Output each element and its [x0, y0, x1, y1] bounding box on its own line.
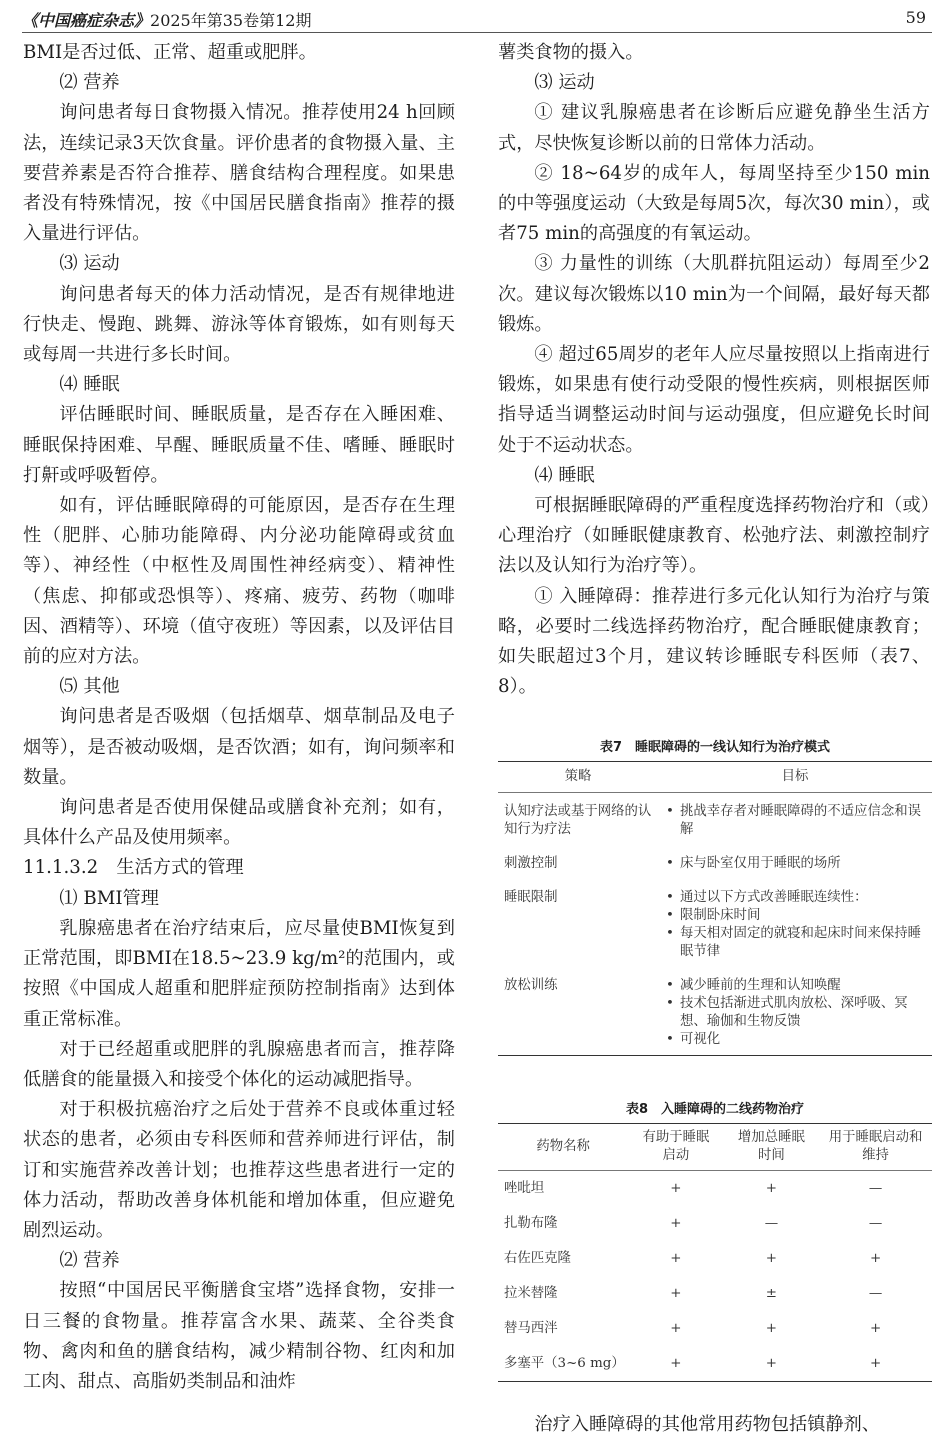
goal-item: • 通过以下方式改善睡眠连续性：: [680, 889, 928, 907]
table-8-row: [498, 1311, 932, 1346]
goal-cell: [658, 879, 932, 967]
drug-name-cell: 替马西泮: [504, 1321, 558, 1336]
paragraph: 按照“中国居民平衡膳食宝塔”选择食物，安排一日三餐的食物量。推荐富含水果、蔬菜、全谷类食物、禽肉和鱼的膳食结构，减少精制谷物、红肉和加工肉、甜点、高脂奶类制品和油炸: [23, 1280, 455, 1392]
strategy-cell: 认知疗法或基于网络的认知行为疗法: [504, 804, 652, 837]
running-header: [22, 6, 932, 33]
table-7-row: [498, 793, 932, 846]
table-8-row: [498, 1171, 932, 1207]
drug-name-cell: 拉米替隆: [504, 1286, 558, 1301]
strategy-cell: 刺激控制: [504, 856, 558, 871]
goal-item: • 技术包括渐进式肌肉放松、深呼吸、冥想、瑜伽和生物反馈: [680, 995, 928, 1031]
goal-item: • 床与卧室仅用于睡眠的场所: [680, 855, 928, 873]
subsection-heading: ⑶ 运动: [59, 253, 120, 275]
paragraph: 对于已经超重或肥胖的乳腺癌患者而言，推荐降低膳食的能量摄入和接受个体化的运动减肥指导。: [23, 1038, 455, 1090]
right-column: [498, 38, 930, 702]
subsection-heading: ⑴ BMI管理: [59, 887, 159, 909]
table-8-row: [498, 1206, 932, 1241]
goal-item: • 可视化: [680, 1031, 928, 1049]
total-sleep-cell: +: [765, 1181, 777, 1196]
onset-cell: +: [670, 1216, 682, 1231]
table-8-row: [498, 1276, 932, 1311]
goal-list: [664, 889, 928, 961]
goal-list: [664, 855, 928, 873]
subsection-heading: ⑷ 睡眠: [534, 464, 595, 486]
goal-cell: [658, 845, 932, 879]
goal-item: • 减少睡前的生理和认知唤醒: [680, 977, 928, 995]
paragraph: 薯类食物的摄入。: [498, 42, 644, 63]
table-7: [498, 736, 932, 1056]
paragraph: 询问患者每日食物摄入情况。推荐使用24 h回顾法，连续记录3天饮食量。评价患者的食物摄入量、主要营养素是否符合推荐、膳食结构合理程度。如果患者没有特殊情况，按《中国居民膳食指南》推荐的摄入量进行评估。: [23, 102, 455, 245]
goal-cell: [658, 967, 932, 1056]
goal-list: [664, 977, 928, 1049]
goal-item: • 挑战幸存者对睡眠障碍的不适应信念和误解: [680, 803, 928, 839]
onset-cell: +: [670, 1181, 682, 1196]
table-8-header-row: [498, 1124, 932, 1171]
strategy-cell: 睡眠限制: [504, 890, 558, 905]
onset-cell: +: [670, 1286, 682, 1301]
table-8-row: [498, 1346, 932, 1382]
section-heading: 11.1.3.2 生活方式的管理: [23, 857, 244, 879]
onset-cell: +: [670, 1321, 682, 1336]
maintenance-cell: +: [869, 1356, 882, 1371]
maintenance-cell: —: [868, 1181, 883, 1196]
paragraph: 乳腺癌患者在治疗结束后，应尽量使BMI恢复到正常范围，即BMI在18.5~23.9 kg/m²的范围内，或按照《中国成人超重和肥胖症预防控制指南》达到体重正常标准。: [23, 917, 455, 1030]
subsection-heading: ⑵ 营养: [59, 1250, 120, 1272]
page-number: 59: [905, 8, 926, 27]
goal-item: • 每天相对固定的就寝和起床时间来保持睡眠节律: [680, 925, 928, 961]
paragraph: 评估睡眠时间、睡眠质量，是否存在入睡困难、睡眠保持困难、早醒、睡眠质量不佳、嗜睡、睡眠时打鼾或呼吸暂停。: [23, 404, 455, 486]
subsection-heading: ⑸ 其他: [59, 676, 120, 698]
paragraph: 询问患者是否吸烟（包括烟草、烟草制品及电子烟等），是否被动吸烟，是否饮酒；如有，询问频率和数量。: [23, 706, 455, 788]
drug-name-cell: 右佐匹克隆: [504, 1251, 571, 1266]
left-column: [23, 38, 455, 1397]
total-sleep-cell: +: [765, 1321, 777, 1336]
paragraph: 如有，评估睡眠障碍的可能原因，是否存在生理性（肥胖、心肺功能障碍、内分泌功能障碍或贫血等）、神经性（中枢性及周围性神经病变）、精神性（焦虑、抑郁或恐惧等）、疼痛、疲劳、药物（咖啡因、酒精等）、环境（值守夜班）等因素，以及评估目前的应对方法。: [23, 495, 455, 668]
issue-info: 2025年第35卷第12期: [150, 11, 312, 30]
paragraph: 询问患者每天的体力活动情况，是否有规律地进行快走、慢跑、跳舞、游泳等体育锻炼，如有则每天或每周一共进行多长时间。: [23, 283, 455, 366]
table-8-header-drug: 药物名称: [498, 1124, 628, 1171]
goal-item: • 限制卧床时间: [680, 907, 928, 925]
drug-name-cell: 扎勒布隆: [504, 1216, 558, 1231]
total-sleep-cell: +: [765, 1251, 777, 1266]
table-8-row: [498, 1241, 932, 1276]
total-sleep-cell: ±: [765, 1286, 777, 1301]
maintenance-cell: —: [868, 1216, 883, 1231]
subsection-heading: ⑷ 睡眠: [59, 374, 120, 396]
paragraph: 对于积极抗癌治疗之后处于营养不良或体重过轻状态的患者，必须由专科医师和营养师进行评估，制订和实施营养改善计划；也推荐这些患者进行一定的体力活动，帮助改善身体机能和增加体重，但应避免剧烈运动。: [23, 1099, 455, 1241]
table-7-header-row: [498, 762, 932, 793]
table-8-header-maintain: 用于睡眠启动和维持: [819, 1124, 932, 1171]
maintenance-cell: +: [869, 1251, 882, 1266]
paragraph: ③ 力量性的训练（大肌群抗阻运动）每周至少2次。建议每次锻炼以10 min为一个间隔，最好每天都锻炼。: [498, 253, 930, 335]
table-7-row: [498, 845, 932, 879]
table-8: [498, 1098, 932, 1382]
total-sleep-cell: —: [764, 1216, 779, 1231]
table-7-title: 表7 睡眠障碍的一线认知行为治疗模式: [599, 740, 831, 755]
table-8-title: 表8 入睡障碍的二线药物治疗: [625, 1102, 805, 1117]
maintenance-cell: —: [868, 1286, 883, 1301]
table-7-grid: [498, 761, 932, 1056]
goal-list: [664, 803, 928, 839]
onset-cell: +: [670, 1251, 682, 1266]
total-sleep-cell: +: [765, 1356, 777, 1371]
maintenance-cell: +: [869, 1321, 882, 1336]
drug-name-cell: 唑吡坦: [504, 1181, 545, 1196]
table-8-header-onset: 有助于睡眠启动: [628, 1124, 723, 1171]
subsection-heading: ⑶ 运动: [534, 72, 595, 94]
paragraph: BMI是否过低、正常、超重或肥胖。: [23, 42, 317, 63]
paragraph: ② 18~64岁的成年人，每周坚持至少150 min的中等强度运动（大致是每周5次，每次30 min），或者75 min的高强度的有氧运动。: [498, 162, 930, 245]
table-8-grid: [498, 1123, 932, 1382]
paragraph: ④ 超过65周岁的老年人应尽量按照以上指南进行锻炼，如果患有使行动受限的慢性疾病，则根据医师指导适当调整运动时间与运动强度，但应避免长时间处于不运动状态。: [498, 344, 930, 456]
table-7-row: [498, 879, 932, 967]
paragraph: ① 入睡障碍：推荐进行多元化认知行为治疗与策略，必要时二线选择药物治疗，配合睡眠健康教育；如失眠超过3个月，建议转诊睡眠专科医师（表7、8）。: [498, 585, 930, 698]
journal-issue: [22, 8, 311, 31]
continuation-paragraph: 治疗入睡障碍的其他常用药物包括镇静剂、: [534, 1414, 880, 1435]
goal-cell: [658, 793, 932, 846]
paragraph: 可根据睡眠障碍的严重程度选择药物治疗和（或）心理治疗（如睡眠健康教育、松弛疗法、刺激控制疗法以及认知行为治疗等）。: [498, 495, 930, 577]
onset-cell: +: [670, 1356, 682, 1371]
journal-name: 《中国癌症杂志》: [22, 11, 151, 30]
paragraph: 询问患者是否使用保健品或膳食补充剂；如有，具体什么产品及使用频率。: [23, 797, 455, 849]
table-7-header-goal: 目标: [658, 762, 932, 793]
table-7-row: [498, 967, 932, 1056]
paragraph: ① 建议乳腺癌患者在诊断后应避免静坐生活方式，尽快恢复诊断以前的日常体力活动。: [498, 102, 930, 154]
strategy-cell: 放松训练: [504, 978, 558, 993]
table-8-header-total: 增加总睡眠时间: [724, 1124, 819, 1171]
subsection-heading: ⑵ 营养: [59, 72, 120, 94]
table-7-header-strategy: 策略: [498, 762, 658, 793]
drug-name-cell: 多塞平（3~6 mg）: [504, 1356, 625, 1371]
